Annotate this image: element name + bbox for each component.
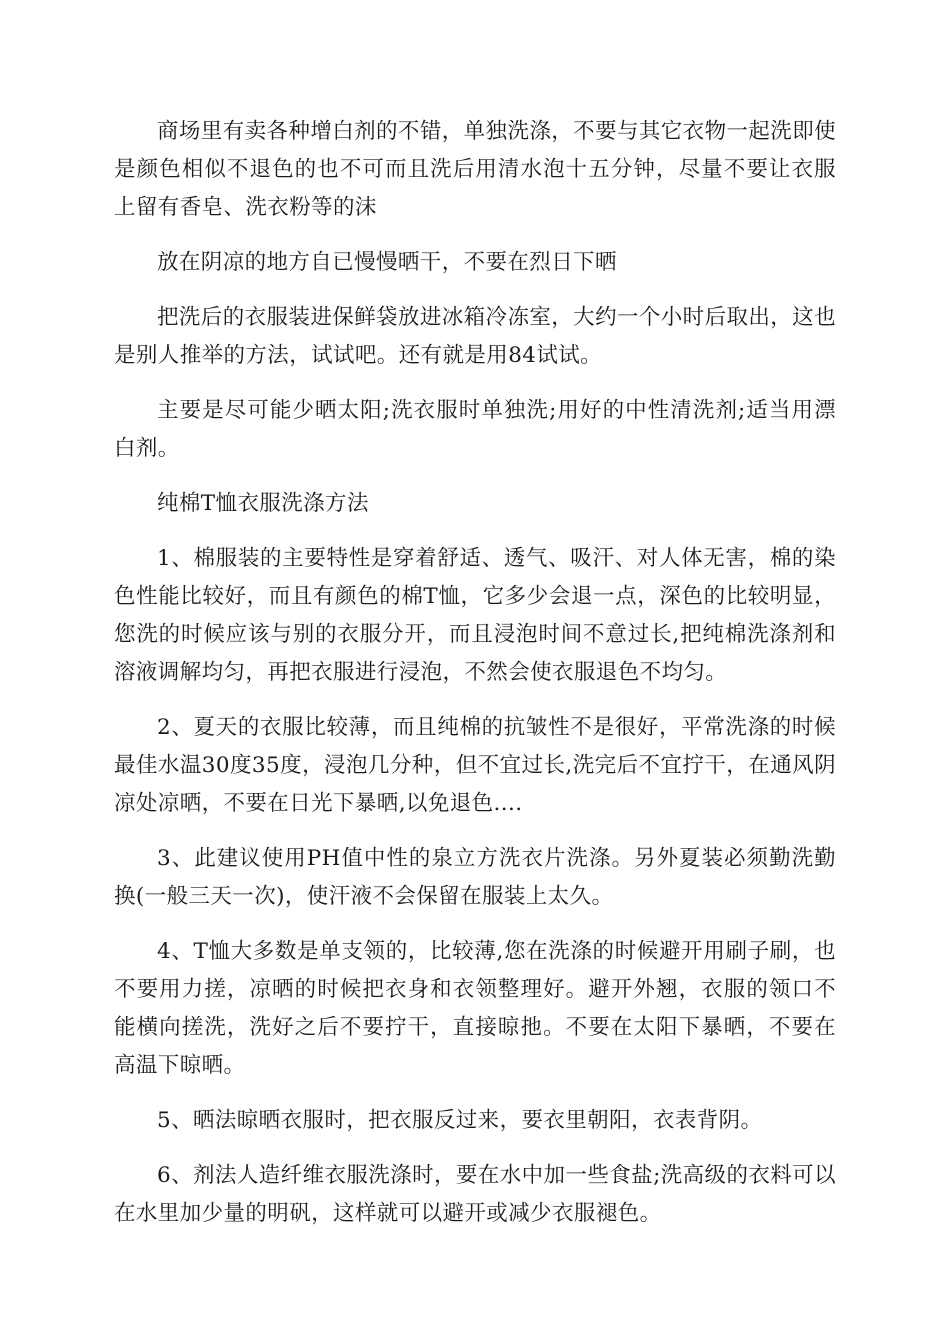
paragraph-freezer-method: 把洗后的衣服装进保鲜袋放进冰箱冷冻室，大约一个小时后取出，这也是别人推举的方法，试试吧。还有就是用84试试。 [114,305,836,368]
list-item-2: 2、夏天的衣服比较薄，而且纯棉的抗皱性不是很好，平常洗涤的时候最佳水温30度35度，浸泡几分种，但不宜过长,洗完后不宜拧干，在通风阴凉处凉晒，不要在日光下暴晒,以免退色.... [114,715,836,816]
list-item-3: 3、此建议使用PH值中性的泉立方洗衣片洗涤。另外夏装必须勤洗勤换(一般三天一次)，使汗液不会保留在服装上太久。 [114,846,836,909]
paragraph-shade-drying: 放在阴凉的地方自已慢慢晒干，不要在烈日下晒 [157,250,617,275]
paragraph-whitening-agent: 商场里有卖各种增白剂的不错，单独洗涤，不要与其它衣物一起洗即使是颜色相似不退色的也不可而且洗后用清水泡十五分钟，尽量不要让衣服上留有香皂、洗衣粉等的沫 [114,119,836,220]
paragraph-summary: 主要是尽可能少晒太阳;洗衣服时单独洗;用好的中性清洗剂;适当用漂白剂。 [114,398,836,461]
list-item-4: 4、T恤大多数是单支领的，比较薄,您在洗涤的时候避开用刷子刷，也不要用力搓，凉晒的时候把衣身和衣领整理好。避开外翘，衣服的领口不能横向搓洗，洗好之后不要拧干，直接晾扡。不要在太阳下暴晒，不要在高温下晾晒。 [114,939,836,1078]
document-page [114,113,836,1250]
section-heading: 纯棉T恤衣服洗涤方法 [157,491,369,516]
list-item-6: 6、剂法人造纤维衣服洗涤时，要在水中加一些食盐;洗高级的衣料可以在水里加少量的明矾，这样就可以避开或减少衣服褪色。 [114,1163,836,1226]
list-item-5: 5、晒法晾晒衣服时，把衣服反过来，要衣里朝阳，衣表背阴。 [157,1108,763,1133]
list-item-1: 1、棉服装的主要特性是穿着舒适、透气、吸汗、对人体无害，棉的染色性能比较好，而且有颜色的棉T恤，它多少会退一点，深色的比较明显，您洗的时候应该与别的衣服分开，而且浸泡时间不意过长,把纯棉洗涤剂和溶液调解均匀，再把衣服进行浸泡，不然会使衣服退色不均匀。 [114,546,836,685]
